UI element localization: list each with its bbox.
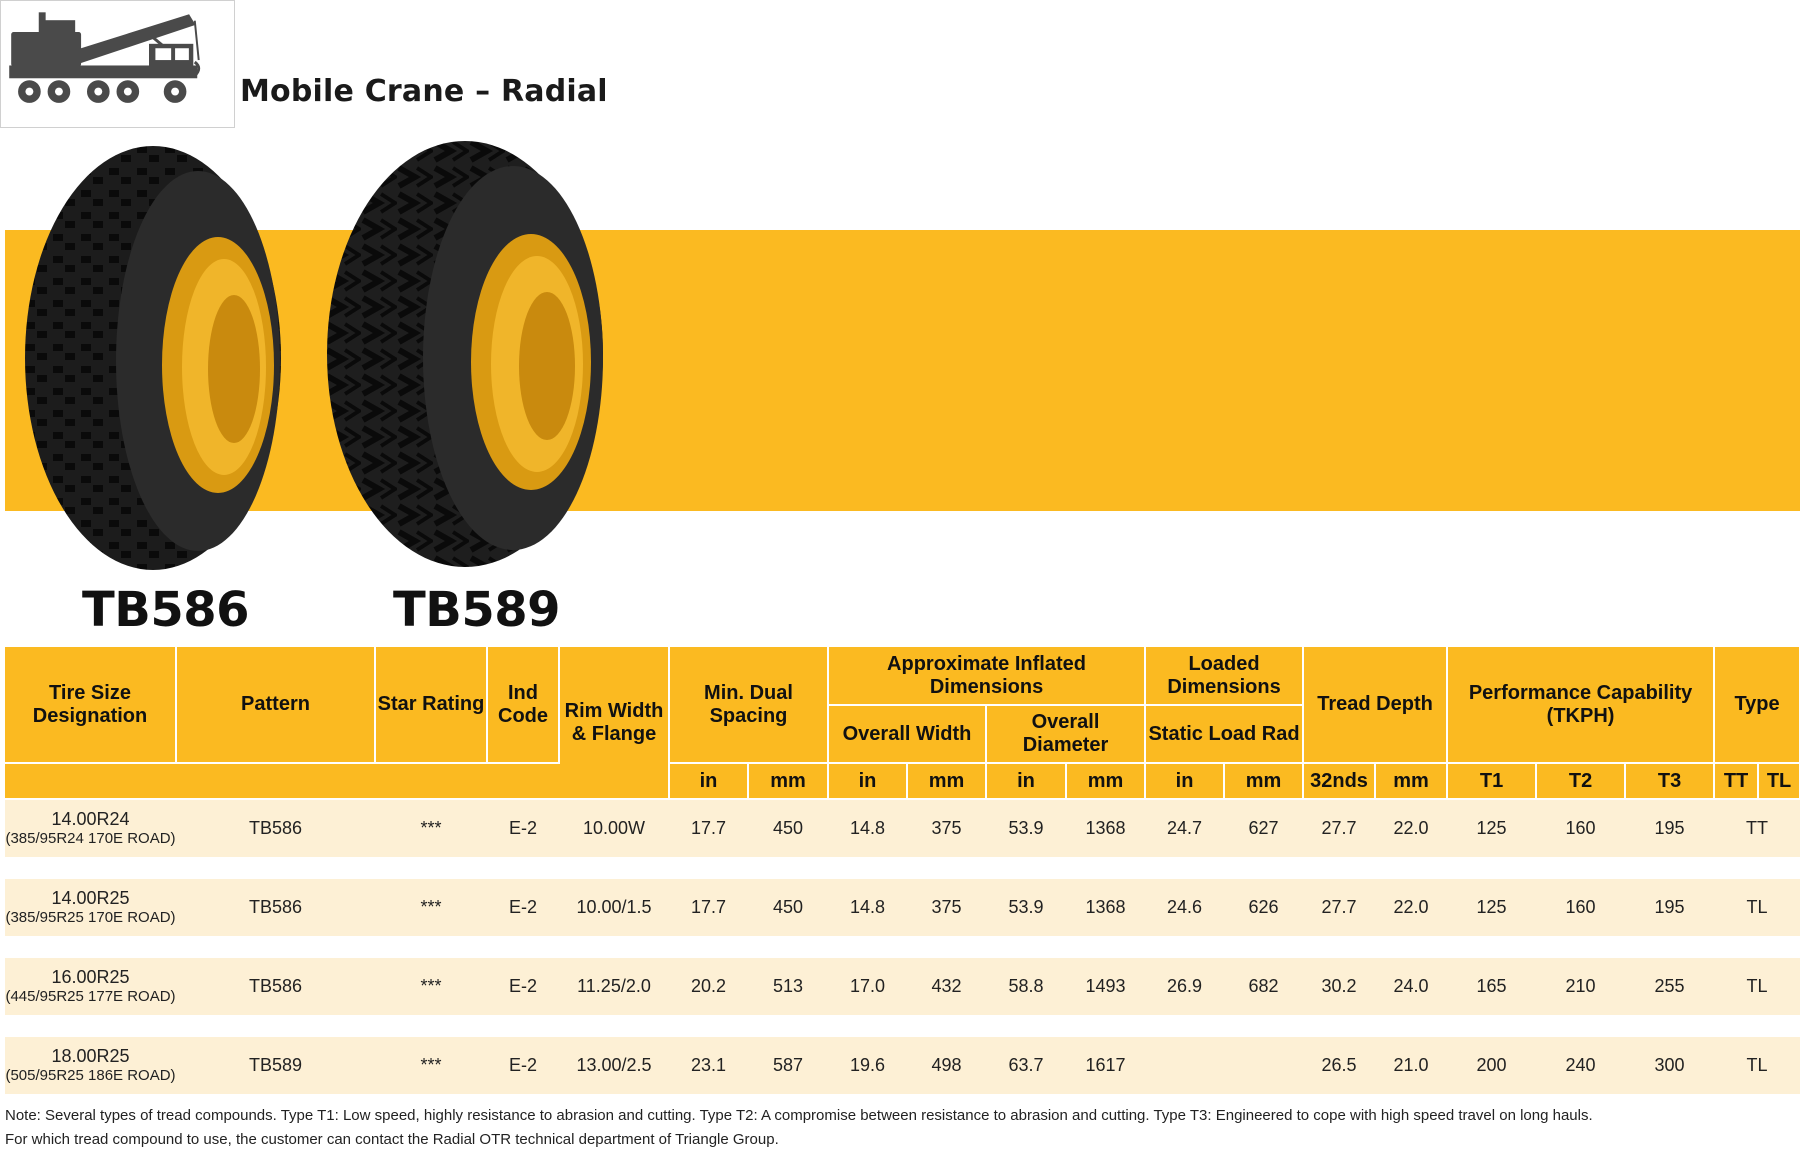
cell-td-32: 30.2	[1303, 958, 1375, 1015]
cell-t3: 300	[1625, 1037, 1714, 1094]
header-overall-diameter: Overall Diameter	[986, 705, 1145, 763]
row-spacer	[5, 857, 1800, 879]
cell-td-32: 27.7	[1303, 879, 1375, 936]
tire-tb589-image	[325, 138, 607, 570]
row-spacer	[5, 1015, 1800, 1037]
header-min-dual-spacing: Min. Dual Spacing	[669, 647, 828, 763]
tire-size-subtext: (385/95R24 170E ROAD)	[5, 829, 176, 847]
mobile-crane-icon	[0, 0, 235, 128]
header-rim: Rim Width & Flange	[559, 647, 669, 799]
header-pattern: Pattern	[176, 647, 375, 763]
cell-star: ***	[375, 879, 487, 936]
cell-tire-size	[5, 1037, 176, 1094]
tire-spec-table	[5, 647, 1800, 1094]
cell-dual-mm: 450	[748, 879, 828, 936]
unit-t1: T1	[1447, 763, 1536, 799]
cell-ow-in: 17.0	[828, 958, 907, 1015]
header-approx-inflated: Approximate Inflated Dimensions	[828, 647, 1145, 705]
cell-dual-mm: 450	[748, 799, 828, 857]
cell-tire-size	[5, 799, 176, 857]
cell-slr-in: 24.6	[1145, 879, 1224, 936]
cell-slr-in: 26.9	[1145, 958, 1224, 1015]
page-title: Mobile Crane – Radial	[240, 74, 608, 109]
cell-pattern: TB586	[176, 799, 375, 857]
unit-mm: mm	[1066, 763, 1145, 799]
cell-t1: 125	[1447, 799, 1536, 857]
table-row	[5, 879, 1800, 936]
cell-t2: 210	[1536, 958, 1625, 1015]
tire-size-text: 16.00R25	[51, 966, 130, 987]
tire-size-text: 14.00R24	[51, 808, 130, 829]
cell-od-in: 53.9	[986, 799, 1066, 857]
cell-slr-mm	[1224, 1037, 1303, 1094]
cell-od-in: 53.9	[986, 879, 1066, 936]
cell-t1: 200	[1447, 1037, 1536, 1094]
cell-od-mm: 1368	[1066, 799, 1145, 857]
cell-ind: E-2	[487, 958, 559, 1015]
table-row	[5, 799, 1800, 857]
cell-dual-in: 20.2	[669, 958, 748, 1015]
cell-slr-mm: 682	[1224, 958, 1303, 1015]
cell-t2: 240	[1536, 1037, 1625, 1094]
unit-t3: T3	[1625, 763, 1714, 799]
cell-dual-mm: 587	[748, 1037, 828, 1094]
tire-size-subtext: (505/95R25 186E ROAD)	[5, 1066, 176, 1084]
unit-in: in	[669, 763, 748, 799]
cell-slr-mm: 626	[1224, 879, 1303, 936]
header-performance: Performance Capability (TKPH)	[1447, 647, 1714, 763]
cell-t1: 125	[1447, 879, 1536, 936]
cell-dual-in: 17.7	[669, 879, 748, 936]
cell-type: TL	[1714, 958, 1800, 1015]
cell-t3: 255	[1625, 958, 1714, 1015]
cell-od-in: 58.8	[986, 958, 1066, 1015]
cell-pattern: TB586	[176, 958, 375, 1015]
unit-mm: mm	[1375, 763, 1447, 799]
cell-td-mm: 22.0	[1375, 879, 1447, 936]
header-loaded-dimensions: Loaded Dimensions	[1145, 647, 1303, 705]
cell-od-mm: 1493	[1066, 958, 1145, 1015]
cell-td-32: 27.7	[1303, 799, 1375, 857]
header-type: Type	[1714, 647, 1800, 763]
cell-od-in: 63.7	[986, 1037, 1066, 1094]
cell-pattern: TB589	[176, 1037, 375, 1094]
tire-size-subtext: (445/95R25 177E ROAD)	[5, 987, 176, 1005]
cell-dual-in: 23.1	[669, 1037, 748, 1094]
note-line-1: Note: Several types of tread compounds. Type T1: Low speed, highly resistance to abrasion and cutting. Type T2: A compromise between resistance to abrasion and cutting. Type T3: Engineered to cope with high speed travel on long hauls.	[5, 1107, 1593, 1124]
cell-td-mm: 22.0	[1375, 799, 1447, 857]
cell-star: ***	[375, 799, 487, 857]
cell-star: ***	[375, 1037, 487, 1094]
cell-slr-mm: 627	[1224, 799, 1303, 857]
cell-td-mm: 24.0	[1375, 958, 1447, 1015]
cell-t2: 160	[1536, 799, 1625, 857]
cell-ow-in: 14.8	[828, 799, 907, 857]
cell-td-mm: 21.0	[1375, 1037, 1447, 1094]
cell-type: TL	[1714, 879, 1800, 936]
unit-mm: mm	[748, 763, 828, 799]
tire-size-subtext: (385/95R25 170E ROAD)	[5, 908, 176, 926]
unit-mm: mm	[1224, 763, 1303, 799]
header-star-rating: Star Rating	[375, 647, 487, 763]
cell-tire-size	[5, 958, 176, 1015]
cell-pattern: TB586	[176, 879, 375, 936]
cell-ow-mm: 432	[907, 958, 986, 1015]
cell-t2: 160	[1536, 879, 1625, 936]
unit-tt: TT	[1714, 763, 1758, 799]
cell-ow-in: 19.6	[828, 1037, 907, 1094]
cell-ow-mm: 375	[907, 799, 986, 857]
cell-t1: 165	[1447, 958, 1536, 1015]
cell-t3: 195	[1625, 799, 1714, 857]
tire-size-text: 14.00R25	[51, 887, 130, 908]
cell-ow-in: 14.8	[828, 879, 907, 936]
cell-rim: 13.00/2.5	[559, 1037, 669, 1094]
header-tire-size: Tire Size Designation	[5, 647, 176, 763]
cell-ow-mm: 498	[907, 1037, 986, 1094]
tire-name-tb586: TB586	[82, 582, 250, 638]
header-overall-width: Overall Width	[828, 705, 986, 763]
cell-ow-mm: 375	[907, 879, 986, 936]
cell-star: ***	[375, 958, 487, 1015]
note-line-2: For which tread compound to use, the customer can contact the Radial OTR technical department of Triangle Group.	[5, 1131, 779, 1148]
cell-slr-in: 24.7	[1145, 799, 1224, 857]
tire-tb586-image	[22, 143, 284, 573]
unit-in: in	[1145, 763, 1224, 799]
unit-in: in	[986, 763, 1066, 799]
unit-32nds: 32nds	[1303, 763, 1375, 799]
cell-rim: 10.00/1.5	[559, 879, 669, 936]
cell-type: TT	[1714, 799, 1800, 857]
cell-ind: E-2	[487, 799, 559, 857]
cell-rim: 11.25/2.0	[559, 958, 669, 1015]
unit-tl: TL	[1758, 763, 1800, 799]
cell-slr-in	[1145, 1037, 1224, 1094]
cell-ind: E-2	[487, 879, 559, 936]
cell-t3: 195	[1625, 879, 1714, 936]
cell-dual-mm: 513	[748, 958, 828, 1015]
row-spacer	[5, 936, 1800, 958]
cell-rim: 10.00W	[559, 799, 669, 857]
unit-mm: mm	[907, 763, 986, 799]
unit-in: in	[828, 763, 907, 799]
header-blank	[5, 763, 559, 799]
cell-dual-in: 17.7	[669, 799, 748, 857]
cell-ind: E-2	[487, 1037, 559, 1094]
tire-size-text: 18.00R25	[51, 1045, 130, 1066]
cell-type: TL	[1714, 1037, 1800, 1094]
cell-od-mm: 1617	[1066, 1037, 1145, 1094]
cell-td-32: 26.5	[1303, 1037, 1375, 1094]
table-row	[5, 1037, 1800, 1094]
cell-tire-size	[5, 879, 176, 936]
unit-t2: T2	[1536, 763, 1625, 799]
header-ind-code: Ind Code	[487, 647, 559, 763]
header-static-load-rad: Static Load Rad	[1145, 705, 1303, 763]
table-row	[5, 958, 1800, 1015]
cell-od-mm: 1368	[1066, 879, 1145, 936]
header-tread-depth: Tread Depth	[1303, 647, 1447, 763]
tire-name-tb589: TB589	[393, 582, 561, 638]
